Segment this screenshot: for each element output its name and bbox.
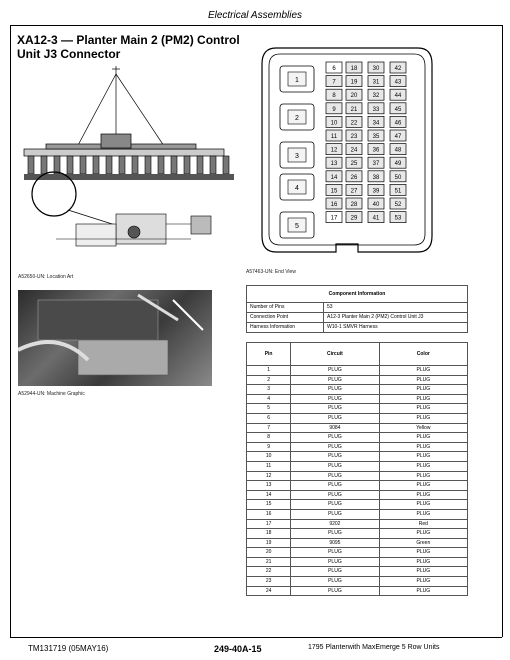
circuit-cell: PLUG [291, 385, 379, 395]
pin-cell: 18 [247, 529, 291, 539]
connector-pin-label: 10 [330, 120, 338, 127]
circuit-cell: 9202 [291, 519, 379, 529]
pin-cell: 14 [247, 490, 291, 500]
connector-pin [390, 130, 406, 141]
pin-cell: 3 [247, 385, 291, 395]
connector-pin [390, 157, 406, 168]
connector-pin-label: 30 [372, 66, 380, 72]
circuit-cell: 9095 [291, 538, 379, 548]
connector-pin [326, 103, 342, 114]
connector-pin [368, 198, 384, 209]
color-cell: PLUG [379, 567, 467, 577]
connector-pin [390, 116, 406, 127]
circuit-cell: PLUG [291, 375, 379, 385]
pin-cell: 8 [247, 433, 291, 443]
row-unit [41, 156, 47, 174]
connector-pin [326, 130, 342, 141]
row-unit [93, 156, 99, 174]
connector-cavity [280, 174, 314, 200]
pin-cell: 21 [247, 557, 291, 567]
pin-cell: 15 [247, 500, 291, 510]
connector-pin-label: 38 [372, 174, 380, 181]
color-cell: Green [379, 538, 467, 548]
pin-table [246, 342, 468, 596]
connector-pin-label: 46 [394, 120, 402, 127]
circuit-cell: PLUG [291, 394, 379, 404]
color-cell: PLUG [379, 375, 467, 385]
row-unit [184, 156, 190, 174]
connector-pin [326, 144, 342, 155]
connector-pin [346, 144, 362, 155]
table-row [247, 557, 468, 567]
circuit-cell: PLUG [291, 366, 379, 376]
pin-cell: 12 [247, 471, 291, 481]
row-unit [119, 156, 125, 174]
circuit-cell: PLUG [291, 433, 379, 443]
table-row [247, 548, 468, 558]
pin-cell: 24 [247, 586, 291, 596]
table-row [247, 442, 468, 452]
color-cell: PLUG [379, 442, 467, 452]
connector-pin [326, 62, 342, 73]
connector-pin [346, 130, 362, 141]
connector-cavity-label: 1 [295, 77, 299, 84]
component-info-row [247, 313, 468, 323]
connector-pin [368, 76, 384, 87]
connector-pin-label: 13 [330, 161, 338, 168]
connector-pin [346, 89, 362, 100]
table-row [247, 433, 468, 443]
pin-cell: 20 [247, 548, 291, 558]
row-unit [197, 156, 203, 174]
connector-pin-label: 36 [372, 147, 380, 154]
footer-doc-id: TM131719 (05MAY16) [28, 644, 109, 653]
connector-pin [326, 212, 342, 223]
table-row [247, 529, 468, 539]
table-row [247, 586, 468, 596]
connector-pin [390, 89, 406, 100]
connector-pin [346, 103, 362, 114]
connector-pin [390, 171, 406, 182]
connector-pin [346, 171, 362, 182]
color-cell: PLUG [379, 548, 467, 558]
pin-cell: 7 [247, 423, 291, 433]
pin-cell: 6 [247, 413, 291, 423]
connector-pin [390, 62, 406, 73]
connector-pin [390, 212, 406, 223]
connector-cavity-label: 5 [295, 223, 299, 230]
pin-cell: 16 [247, 509, 291, 519]
connector-pin-label: 16 [330, 202, 338, 208]
circuit-cell: PLUG [291, 481, 379, 491]
table-row [247, 404, 468, 414]
location-art-caption: A52650-UN: Location Art [18, 274, 74, 280]
connector-pin [390, 184, 406, 195]
color-cell: Red [379, 519, 467, 529]
row-unit [80, 156, 86, 174]
circuit-cell: PLUG [291, 452, 379, 462]
component-info-value: 53 [324, 303, 468, 313]
circuit-cell: PLUG [291, 471, 379, 481]
row-unit [28, 156, 34, 174]
table-row [247, 394, 468, 404]
component-info-heading: Component Information [247, 286, 468, 303]
table-row [247, 461, 468, 471]
table-row [247, 490, 468, 500]
color-cell: PLUG [379, 490, 467, 500]
color-cell: PLUG [379, 394, 467, 404]
color-cell: PLUG [379, 557, 467, 567]
connector-pin [368, 116, 384, 127]
color-cell: PLUG [379, 529, 467, 539]
connector-pin [390, 144, 406, 155]
connector-pin-label: 31 [372, 79, 380, 86]
connector-pin [346, 116, 362, 127]
color-cell: PLUG [379, 452, 467, 462]
connector-pin-label: 25 [350, 161, 358, 168]
machine-graphic-photo [18, 290, 212, 386]
color-cell: PLUG [379, 471, 467, 481]
machine-graphic-caption: A52944-UN: Machine Graphic [18, 391, 85, 397]
connector-cavity-label: 4 [295, 185, 299, 192]
machine-graphic-detail [18, 290, 212, 386]
connector-pin-label: 19 [350, 79, 358, 86]
planter-location-art [16, 64, 246, 269]
connector-pin [368, 89, 384, 100]
pin-cell: 1 [247, 366, 291, 376]
connector-pin-label: 49 [394, 161, 402, 168]
right-border [502, 25, 503, 637]
table-row [247, 519, 468, 529]
connector-pin [368, 184, 384, 195]
connector-pin [346, 212, 362, 223]
connector-pin-label: 39 [372, 188, 380, 195]
color-cell: PLUG [379, 404, 467, 414]
pin-cell: 22 [247, 567, 291, 577]
connector-pin-label: 17 [330, 215, 338, 222]
connector-pin [368, 144, 384, 155]
connector-pin-label: 15 [330, 188, 338, 195]
connector-pin-label: 22 [350, 120, 358, 127]
header-rule [10, 25, 502, 26]
connector-pin [346, 76, 362, 87]
connector-pin-label: 11 [330, 134, 338, 140]
connector-pin [346, 184, 362, 195]
connector-pin [326, 157, 342, 168]
circuit-cell: PLUG [291, 548, 379, 558]
table-row [247, 452, 468, 462]
pin-cell: 2 [247, 375, 291, 385]
connector-pin-label: 41 [372, 215, 380, 222]
component-info-label: Harness Information [247, 323, 324, 333]
connector-pin [368, 212, 384, 223]
connector-pin [346, 62, 362, 73]
connector-pin-label: 28 [350, 202, 358, 208]
component-info-table [246, 285, 468, 333]
circuit-cell: PLUG [291, 577, 379, 587]
circuit-cell: PLUG [291, 557, 379, 567]
footer-page-number: 249-40A-15 [214, 644, 262, 654]
pin-cell: 5 [247, 404, 291, 414]
end-view-caption: A57463-UN: End View [246, 269, 296, 275]
connector-pin-label: 32 [372, 93, 380, 100]
connector-pin-label: 51 [394, 188, 402, 195]
table-row [247, 538, 468, 548]
connector-pin-label: 12 [330, 147, 338, 154]
connector-pin-label: 47 [394, 134, 402, 140]
connector-pin-label: 29 [350, 215, 358, 222]
circuit-cell: PLUG [291, 413, 379, 423]
pin-cell: 4 [247, 394, 291, 404]
connector-pin-label: 23 [350, 134, 358, 140]
row-unit [106, 156, 112, 174]
row-unit [223, 156, 229, 174]
row-unit [54, 156, 60, 174]
connector-pin [390, 103, 406, 114]
color-cell: PLUG [379, 577, 467, 587]
connector-pin-label: 14 [330, 174, 338, 181]
connector-pin-label: 52 [394, 202, 402, 208]
component-info-value: W10-1 SMVR Harness [324, 323, 468, 333]
connector-pin-label: 8 [332, 93, 336, 100]
table-row [247, 471, 468, 481]
circuit-cell: PLUG [291, 500, 379, 510]
circuit-cell: PLUG [291, 461, 379, 471]
connector-pin-label: 24 [350, 147, 358, 154]
connector-cavity [280, 212, 314, 238]
connector-pin [368, 157, 384, 168]
connector-pin-label: 50 [394, 174, 402, 181]
connector-pin-label: 20 [350, 93, 358, 100]
pin-cell: 17 [247, 519, 291, 529]
table-row [247, 509, 468, 519]
pin-cell: 19 [247, 538, 291, 548]
circuit-cell: PLUG [291, 586, 379, 596]
connector-pin [368, 171, 384, 182]
page-title: XA12-3 — Planter Main 2 (PM2) Control Unit J3 Connector [17, 33, 240, 61]
connector-pin-label: 9 [332, 106, 336, 113]
circuit-cell: PLUG [291, 404, 379, 414]
circuit-cell: 9084 [291, 423, 379, 433]
connector-pin-label: 7 [332, 79, 336, 86]
connector-pin [346, 198, 362, 209]
pin-cell: 9 [247, 442, 291, 452]
circuit-cell: PLUG [291, 567, 379, 577]
connector-end-view [258, 44, 436, 256]
color-cell: PLUG [379, 433, 467, 443]
row-unit [67, 156, 73, 174]
connector-pin-label: 27 [350, 188, 358, 195]
connector-pin [346, 157, 362, 168]
table-row [247, 500, 468, 510]
connector-pin-label: 33 [372, 106, 380, 113]
pin-cell: 23 [247, 577, 291, 587]
color-cell: PLUG [379, 509, 467, 519]
connector-pin [390, 198, 406, 209]
component-info-label: Number of Pins [247, 303, 324, 313]
table-row [247, 423, 468, 433]
circuit-cell: PLUG [291, 442, 379, 452]
connector-pin-label: 53 [394, 215, 402, 222]
connector-pin-label: 43 [394, 79, 402, 86]
connector-cavity [280, 66, 314, 92]
connector-pin-label: 21 [350, 106, 358, 113]
circuit-cell: PLUG [291, 529, 379, 539]
row-unit [210, 156, 216, 174]
color-header: Color [379, 343, 467, 366]
connector-pin [326, 116, 342, 127]
color-cell: Yellow [379, 423, 467, 433]
connector-pin [326, 184, 342, 195]
color-cell: PLUG [379, 461, 467, 471]
connector-pin-label: 34 [372, 120, 380, 127]
table-row [247, 375, 468, 385]
color-cell: PLUG [379, 385, 467, 395]
connector-pin [390, 76, 406, 87]
circuit-header: Circuit [291, 343, 379, 366]
table-row [247, 481, 468, 491]
connector-pin-label: 37 [372, 161, 380, 168]
connector-pin-label: 44 [394, 93, 402, 100]
connector-pin-label: 45 [394, 106, 402, 113]
row-unit [158, 156, 164, 174]
table-row [247, 366, 468, 376]
circuit-cell: PLUG [291, 490, 379, 500]
section-header: Electrical Assemblies [207, 10, 303, 21]
connector-pin [368, 103, 384, 114]
connector-pin-label: 18 [350, 66, 358, 72]
footer-model: 1795 Planterwith MaxEmerge 5 Row Units [308, 644, 440, 651]
connector-pin-label: 35 [372, 134, 380, 140]
table-row [247, 385, 468, 395]
component-info-value: A12-3 Planter Main 2 (PM2) Control Unit J3 [324, 313, 468, 323]
connector-cavity-label: 2 [295, 115, 299, 122]
row-unit [171, 156, 177, 174]
color-cell: PLUG [379, 481, 467, 491]
connector-pin-label: 6 [332, 66, 336, 72]
connector-pin [326, 198, 342, 209]
connector-pin-label: 40 [372, 202, 380, 208]
connector-cavity [280, 104, 314, 130]
color-cell: PLUG [379, 586, 467, 596]
circuit-cell: PLUG [291, 509, 379, 519]
connector-pin [326, 76, 342, 87]
color-cell: PLUG [379, 500, 467, 510]
connector-pin [368, 130, 384, 141]
table-row [247, 413, 468, 423]
connector-pin [326, 171, 342, 182]
table-row [247, 577, 468, 587]
color-cell: PLUG [379, 366, 467, 376]
connector-cavity [280, 142, 314, 168]
table-row [247, 567, 468, 577]
component-info-label: Connection Point [247, 313, 324, 323]
row-unit [145, 156, 151, 174]
connector-pin-label: 48 [394, 147, 402, 154]
connector-pin-label: 26 [350, 174, 358, 181]
pin-cell: 11 [247, 461, 291, 471]
pin-header: Pin [247, 343, 291, 366]
connector-pin-label: 42 [394, 66, 402, 72]
color-cell: PLUG [379, 413, 467, 423]
row-unit [132, 156, 138, 174]
connector-pin [368, 62, 384, 73]
connector-pin [326, 89, 342, 100]
footer-rule [10, 637, 502, 638]
connector-cavity-label: 3 [295, 153, 299, 160]
left-border [10, 25, 11, 637]
component-info-row [247, 303, 468, 313]
pin-cell: 13 [247, 481, 291, 491]
component-info-row [247, 323, 468, 333]
pin-cell: 10 [247, 452, 291, 462]
